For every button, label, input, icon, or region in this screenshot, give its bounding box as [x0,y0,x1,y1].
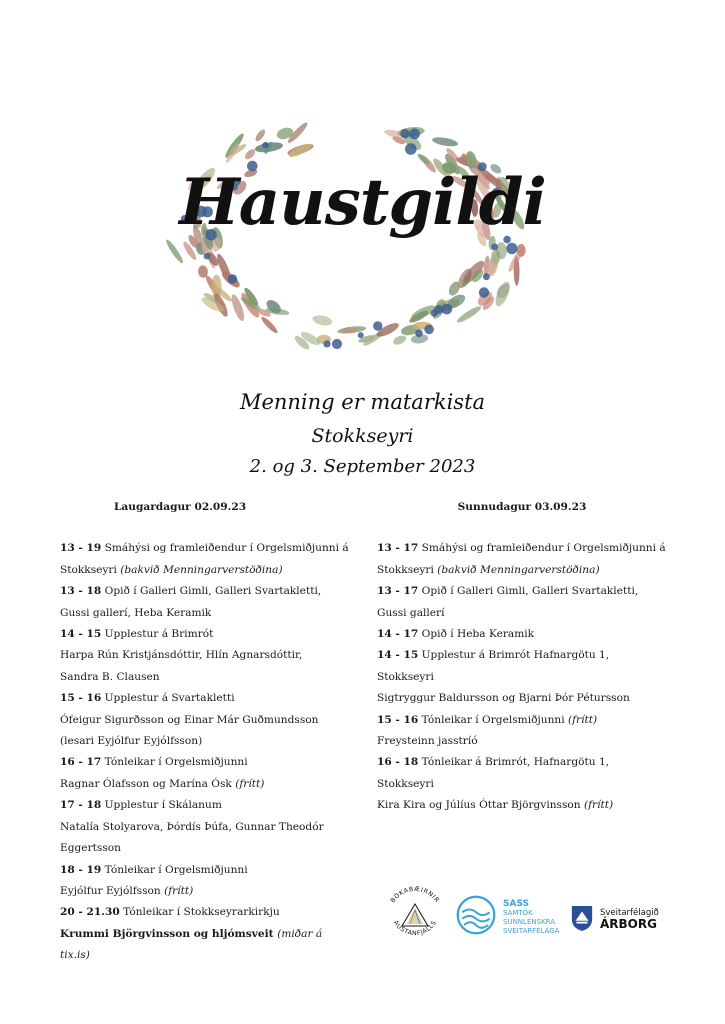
sunday-schedule [377,497,667,817]
entry-note: (frítt) [235,777,265,790]
wreath-berry [332,339,342,349]
entry-time: 13 - 17 [377,585,419,598]
entry-time: 13 - 17 [377,542,419,555]
sass-logo [455,892,575,952]
wreath-leaf [455,304,482,325]
schedule-entry [60,860,352,903]
bokabaeirnir-logo [380,878,450,953]
entry-description: Upplestur á Svartakletti [101,692,235,705]
wreath-berry [323,340,330,347]
saturday-schedule [60,497,352,967]
entry-description: Opið í Galleri Gimli, Galleri Svartakletti, Gussi gallerí [377,585,639,619]
entry-description: Tónleikar í Stokkseyrarkirkju [119,906,280,919]
sponsor-logos [380,870,670,960]
entry-note: (frítt) [568,713,598,726]
wreath-berry [262,142,269,149]
wreath-berry [491,244,498,251]
entry-time: 14 - 17 [377,628,419,641]
entry-description: Opið í Galleri Gimli, Galleri Svartakletti, Gussi gallerí, Heba Keramik [60,585,322,619]
wreath-berry [358,332,364,338]
entry-description: Tónleikar í Orgelsmiðjunni [101,756,248,769]
wreath-leaf [431,136,458,148]
entry-description: Upplestur í Skálanum [101,799,222,812]
entry-line: Sandra B. Clausen [60,670,160,683]
schedule-entry [60,624,352,688]
entry-time: 14 - 15 [60,628,102,641]
event-title: Haustgildi [179,165,546,240]
entry-description: Upplestur á Brimrót Hafnargötu 1, Stokkseyri [377,649,610,683]
entry-line: Freysteinn jasstríó [377,735,478,748]
entry-time: 16 - 18 [377,756,419,769]
entry-line: Ragnar Ólafsson og Marína Ósk [60,777,236,790]
entry-time: 13 - 19 [60,542,102,555]
entry-description: Tónleikar á Brimrót, Hafnargötu 1, Stokkseyri [377,756,610,790]
entry-line: Eyjólfur Eyjólfsson [60,884,165,897]
final-performer: Krummi Björgvinsson og hljómsveit [60,927,278,940]
saturday-entries [60,538,352,923]
entry-description: Tónleikar í Orgelsmiðjunni [101,863,248,876]
wreath-leaf [254,128,267,143]
wreath-berry [409,129,420,140]
entry-time: 15 - 16 [60,692,102,705]
wreath-berry [506,243,517,254]
entry-time: 15 - 16 [377,713,419,726]
schedule-entry [60,795,352,859]
svg-text:BÓKABÆIRNIR: BÓKABÆIRNIR [389,885,441,905]
entry-description: Upplestur á Brimrót [101,628,214,641]
arborg-text [600,908,659,931]
schedule-entry [377,645,667,709]
entry-description: Smáhýsi og framleiðendur í Orgelsmiðjunni á Stokkseyri [377,542,666,576]
entry-line: Natalía Stolyarova, Þórdís Þúfa, Gunnar Theodór Eggertsson [60,820,324,855]
wreath-berry [483,273,490,280]
wreath-berry [204,253,211,260]
wreath-berry [228,274,237,283]
event-subtitle: Menning er matarkista [239,390,486,414]
wreath-leaf [517,244,526,257]
wreath-berry [441,304,452,315]
entry-line: Sigtryggur Baldursson og Bjarni Þór Pétursson [377,692,630,705]
wreath-leaf [493,280,513,308]
entry-time: 14 - 15 [377,649,419,662]
arborg-logo [570,902,670,942]
entry-description: Smáhýsi og framleiðendur í Orgelsmiðjunni á Stokkseyri [60,542,349,576]
entry-line: Harpa Rún Kristjánsdóttir, Hlín Agnarsdóttir, [60,649,303,662]
schedule-entry [377,624,667,645]
sass-text [503,900,560,936]
wreath-leaf [260,315,280,335]
entry-time: 13 - 18 [60,585,102,598]
event-date: 2. og 3. September 2023 [249,456,476,477]
entry-time: 18 - 19 [60,863,102,876]
wreath-leaf [312,314,334,327]
entry-note: (bakvið Menningarverstöðina) [437,563,600,576]
sunday-heading: Sunnudagur 03.09.23 [457,501,587,513]
entry-description: Opið í Heba Keramik [418,628,535,641]
sass-name: SASS [503,899,530,909]
entry-line: (lesari Eyjólfur Eyjólfsson) [60,735,203,748]
schedule-entry [377,581,667,624]
arborg-small: Sveitarfélagið [600,908,659,918]
sass-line3: SVEITARFÉLAGA [503,927,560,935]
wreath-berry [373,321,382,330]
wreath-berry [479,287,489,297]
entry-note: (frítt) [583,799,614,812]
entry-line: Kira Kira og Júlíus Óttar Björgvinsson [377,799,584,812]
sass-line2: SUNNLENSKRA [503,918,556,926]
schedule-entry [377,752,667,816]
entry-time: 20 - 21.30 [60,906,120,919]
entry-line: Ófeigur Sigurðsson og Einar Már Guðmundsson [60,713,319,726]
schedule-entry [377,538,667,581]
sass-line1: SAMTÖK [503,909,533,917]
arborg-big: ÁRBORG [600,917,657,931]
entry-time: 17 - 18 [60,799,102,812]
wreath-berry [424,325,434,335]
schedule-entry [60,538,352,581]
arborg-shield-icon [570,904,594,932]
saturday-final-line [60,924,352,967]
saturday-heading: Laugardagur 02.09.23 [113,501,247,513]
wreath-leaf [392,334,408,347]
wreath-berry [405,143,417,155]
final-ticket-note: (miðar á tix.is) [60,927,323,962]
wreath-leaf [164,238,185,265]
schedule-entry [60,752,352,795]
entry-note: (frítt) [164,884,194,897]
entry-time: 16 - 17 [60,756,102,769]
wreath-berry [415,330,423,338]
svg-text:AUSTANFJALLS: AUSTANFJALLS [391,919,439,938]
wreath-berry [400,129,409,138]
event-location: Stokkseyri [311,425,414,447]
entry-description: Tónleikar í Orgelsmiðjunni [418,713,568,726]
sunday-entries [377,538,667,816]
schedule-entry [377,710,667,753]
entry-note: (bakvið Menningarverstöðina) [120,563,283,576]
schedule-entry [60,902,352,923]
schedule-entry [60,688,352,752]
schedule-entry [60,581,352,624]
